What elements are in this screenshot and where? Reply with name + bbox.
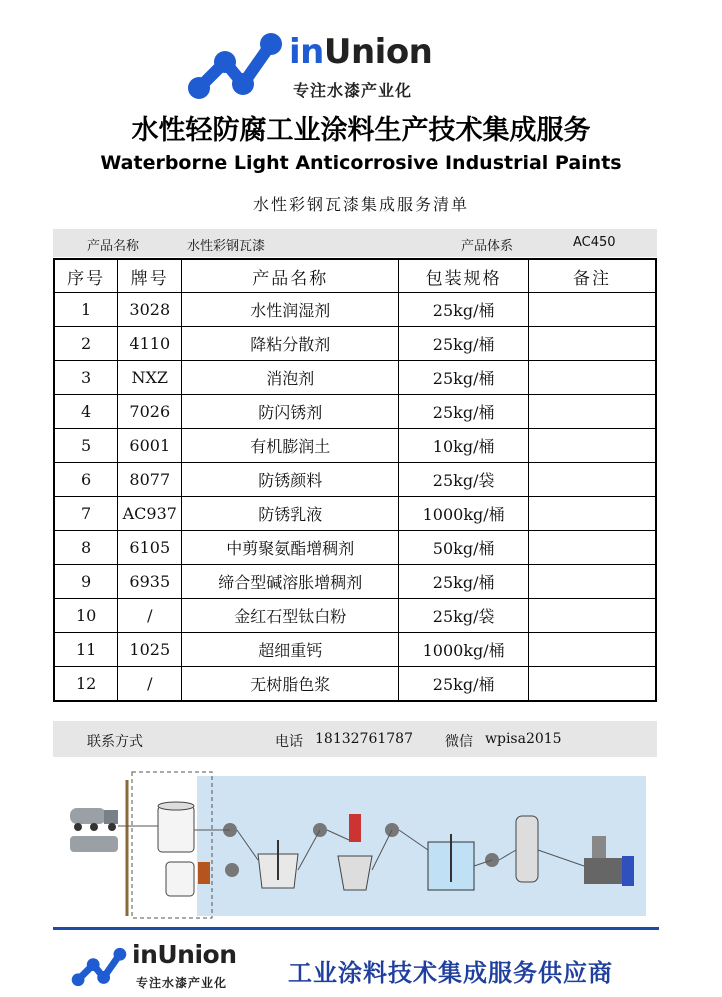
- row-package: 1000kg/桶: [399, 633, 529, 667]
- row-package: 25kg/袋: [399, 599, 529, 633]
- footer-brand-name: inUnion: [132, 940, 237, 969]
- row-package: 25kg/桶: [399, 565, 529, 599]
- row-code: 6935: [118, 565, 182, 599]
- row-product: 防闪锈剂: [182, 395, 399, 429]
- row-product: 中剪聚氨酯增稠剂: [182, 531, 399, 565]
- row-product: 有机膨润土: [182, 429, 399, 463]
- row-product: 超细重钙: [182, 633, 399, 667]
- row-index: 5: [54, 429, 118, 463]
- row-remark: [528, 667, 656, 702]
- row-code: 4110: [118, 327, 182, 361]
- row-index: 9: [54, 565, 118, 599]
- row-remark: [528, 463, 656, 497]
- row-package: 25kg/桶: [399, 395, 529, 429]
- tanker-truck-icon: [70, 808, 118, 852]
- row-remark: [528, 395, 656, 429]
- row-remark: [528, 327, 656, 361]
- logo-top: [185, 30, 445, 102]
- table-row: [54, 293, 656, 327]
- row-code: 8077: [118, 463, 182, 497]
- col-header-package: 包装规格: [399, 259, 529, 293]
- product-name-label: 产品名称: [87, 239, 140, 254]
- row-code: AC937: [118, 497, 182, 531]
- wechat-label: 微信: [445, 734, 473, 750]
- system-value: AC450: [573, 235, 616, 250]
- table-row: [54, 361, 656, 395]
- row-product: 水性润湿剂: [182, 293, 399, 327]
- footer-brand-tagline: 专注水漆产业化: [136, 976, 228, 990]
- row-remark: [528, 429, 656, 463]
- drum-icon: [198, 862, 210, 884]
- col-header-product: 产品名称: [182, 259, 399, 293]
- table-row: [54, 395, 656, 429]
- row-remark: [528, 633, 656, 667]
- table-row: [54, 667, 656, 702]
- row-code: 7026: [118, 395, 182, 429]
- row-package: 25kg/桶: [399, 327, 529, 361]
- table-row: [54, 599, 656, 633]
- row-package: 25kg/桶: [399, 361, 529, 395]
- table-row: [54, 565, 656, 599]
- row-remark: [528, 565, 656, 599]
- logo-bottom: [70, 940, 250, 995]
- row-code: 6001: [118, 429, 182, 463]
- table-row: [54, 633, 656, 667]
- row-index: 11: [54, 633, 118, 667]
- row-product: 金红石型钛白粉: [182, 599, 399, 633]
- list-title: 水性彩钢瓦漆集成服务清单: [252, 195, 469, 214]
- row-package: 10kg/桶: [399, 429, 529, 463]
- row-index: 10: [54, 599, 118, 633]
- row-package: 1000kg/桶: [399, 497, 529, 531]
- row-index: 7: [54, 497, 118, 531]
- row-index: 3: [54, 361, 118, 395]
- wechat-value: wpisa2015: [485, 731, 562, 747]
- row-index: 1: [54, 293, 118, 327]
- row-code: NXZ: [118, 361, 182, 395]
- row-package: 50kg/桶: [399, 531, 529, 565]
- table-row: [54, 429, 656, 463]
- phone-value: 18132761787: [315, 731, 413, 747]
- row-product: 缔合型碱溶胀增稠剂: [182, 565, 399, 599]
- table-row: [54, 327, 656, 361]
- footer-slogan: 工业涂料技术集成服务供应商: [288, 959, 613, 987]
- blending-tank-icon: [428, 834, 474, 890]
- table-header-row: [54, 259, 656, 293]
- row-package: 25kg/桶: [399, 667, 529, 702]
- row-remark: [528, 531, 656, 565]
- row-remark: [528, 361, 656, 395]
- row-code: 6105: [118, 531, 182, 565]
- row-remark: [528, 599, 656, 633]
- row-code: 1025: [118, 633, 182, 667]
- col-header-index: 序号: [54, 259, 118, 293]
- system-label: 产品体系: [461, 239, 514, 254]
- storage-tank-icon: [158, 802, 194, 896]
- footer-divider: [53, 927, 659, 930]
- logo-mark: [185, 30, 285, 102]
- product-info-band: [53, 229, 657, 257]
- col-header-code: 牌号: [118, 259, 182, 293]
- table-row: [54, 531, 656, 565]
- row-product: 防锈颜料: [182, 463, 399, 497]
- row-product: 降粘分散剂: [182, 327, 399, 361]
- row-product: 消泡剂: [182, 361, 399, 395]
- phone-label: 电话: [275, 734, 303, 750]
- brand-name: inUnion: [289, 32, 433, 72]
- row-product: 防锈乳液: [182, 497, 399, 531]
- col-header-remark: 备注: [528, 259, 656, 293]
- row-index: 8: [54, 531, 118, 565]
- contact-label: 联系方式: [87, 734, 143, 750]
- row-index: 2: [54, 327, 118, 361]
- row-package: 25kg/桶: [399, 293, 529, 327]
- contact-band: [53, 721, 657, 757]
- filter-icon: [516, 816, 538, 882]
- row-code: 3028: [118, 293, 182, 327]
- row-remark: [528, 293, 656, 327]
- row-index: 12: [54, 667, 118, 702]
- production-process-diagram: [62, 770, 646, 920]
- product-list-table: [53, 258, 657, 702]
- row-index: 6: [54, 463, 118, 497]
- row-remark: [528, 497, 656, 531]
- row-code: /: [118, 667, 182, 702]
- page-title-en: Waterborne Light Anticorrosive Industrial Paints: [100, 152, 622, 174]
- row-product: 无树脂色浆: [182, 667, 399, 702]
- row-code: /: [118, 599, 182, 633]
- product-name-value: 水性彩钢瓦漆: [187, 239, 266, 254]
- brand-tagline: 专注水漆产业化: [293, 81, 413, 100]
- logo-mark: [70, 944, 128, 990]
- row-package: 25kg/袋: [399, 463, 529, 497]
- table-row: [54, 463, 656, 497]
- page-title-cn: 水性轻防腐工业涂料生产技术集成服务: [131, 115, 591, 146]
- table-row: [54, 497, 656, 531]
- row-index: 4: [54, 395, 118, 429]
